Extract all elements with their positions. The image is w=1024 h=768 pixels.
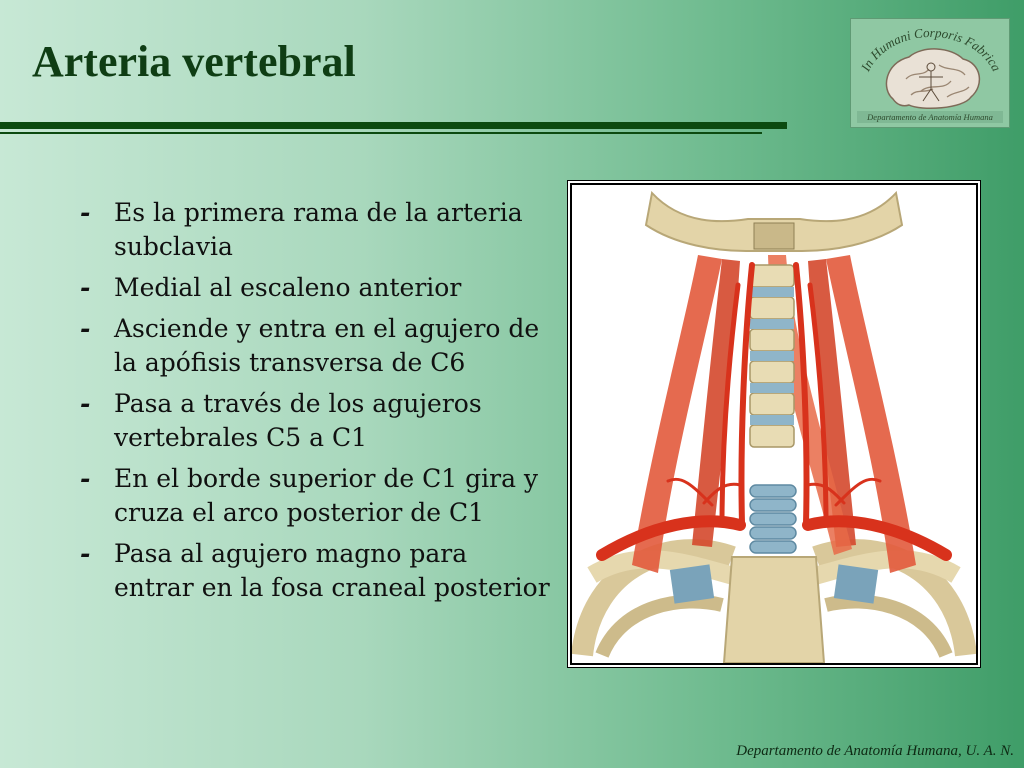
bullet-item (80, 537, 550, 605)
bullet-dash: - (80, 389, 91, 418)
bullet-dash: - (80, 464, 91, 493)
neck-anatomy-illustration (570, 183, 978, 665)
bullet-list (80, 196, 550, 612)
brain-logo-icon (851, 19, 1009, 127)
slide-title: Arteria vertebral (32, 37, 356, 86)
bullet-dash: - (80, 539, 91, 568)
logo-motto: In Humani Corporis Fabrica (857, 24, 1005, 74)
bullet-item (80, 271, 550, 305)
bullet-dash: - (80, 273, 91, 302)
bullet-text: Pasa al agujero magno para entrar en la fosa craneal posterior (114, 539, 550, 602)
bullet-item (80, 462, 550, 530)
footer-credit: Departamento de Anatomía Humana, U. A. N. (736, 743, 1014, 759)
title-divider-thin (0, 132, 762, 134)
bullet-text: Pasa a través de los agujeros vertebrales C5 a C1 (114, 389, 482, 452)
cervical-anatomy-figure (572, 185, 976, 663)
bullet-dash: - (80, 314, 91, 343)
bullet-text: Es la primera rama de la arteria subclavia (114, 198, 523, 261)
bullet-text: Asciende y entra en el agujero de la apófisis transversa de C6 (114, 314, 540, 377)
title-divider-thick (0, 122, 787, 129)
bullet-item (80, 312, 550, 380)
department-logo (850, 18, 1010, 128)
bullet-text: Medial al escaleno anterior (114, 273, 462, 302)
logo-caption: Departamento de Anatomía Humana (867, 112, 993, 122)
bullet-text: En el borde superior de C1 gira y cruza el arco posterior de C1 (114, 464, 539, 527)
bullet-item (80, 387, 550, 455)
bullet-item (80, 196, 550, 264)
bullet-dash: - (80, 198, 91, 227)
